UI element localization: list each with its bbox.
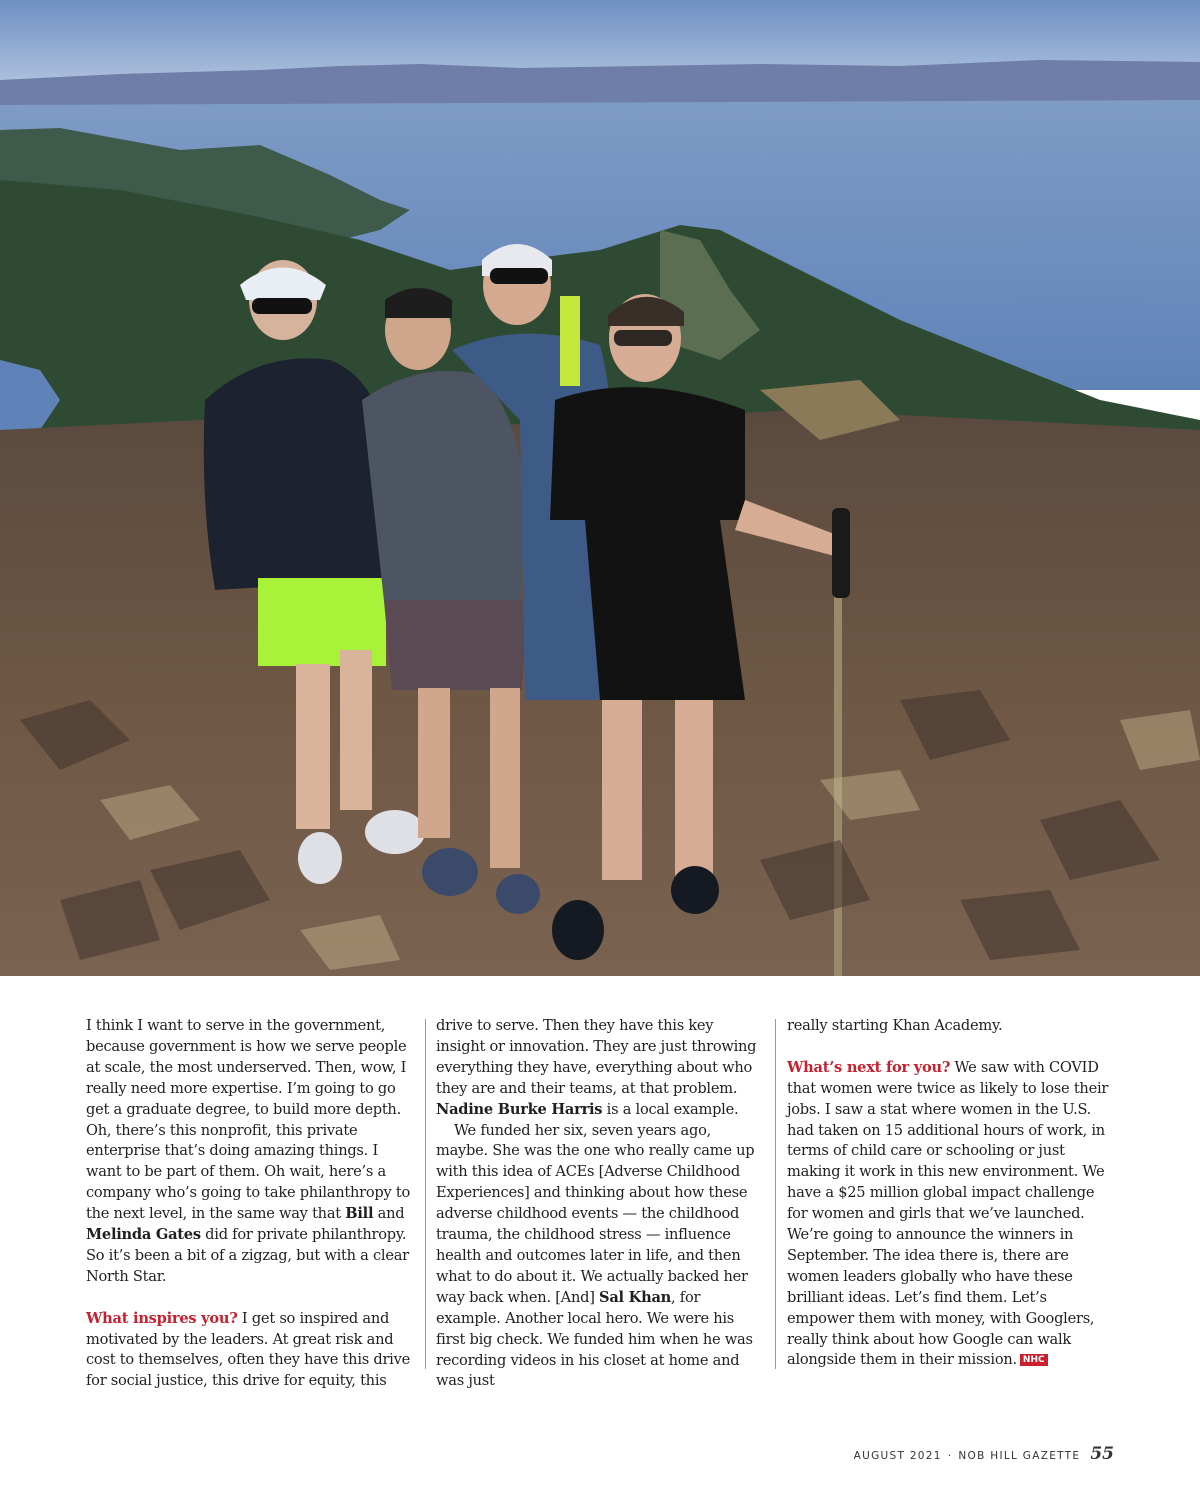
publication-name: NOB HILL GAZETTE bbox=[958, 1450, 1081, 1462]
end-mark-logo: NHC bbox=[1020, 1354, 1048, 1366]
person-name-bold: Sal Khan bbox=[599, 1288, 672, 1306]
article-column-3 bbox=[787, 1016, 1113, 1371]
article-column-2 bbox=[436, 1016, 764, 1392]
person-name-bold: Melinda Gates bbox=[86, 1226, 201, 1244]
column-divider bbox=[775, 1019, 776, 1369]
issue-date: AUGUST 2021 bbox=[853, 1450, 942, 1462]
column-divider bbox=[425, 1019, 426, 1369]
qa-paragraph: What’s next for you? We saw with COVID that women were twice as likely to lose their jobs. I saw a stat where women in the U.S. had taken on 15 additional hours of work, in terms of child care or schooling or just making it work in this new environment. We have a $25 million global impact challenge for women and girls that we’ve launched. We’re going to announce the winners in September. The idea there is, there are women leaders globally who have these brilliant ideas. Let’s find them. Let’s empower them with money, with Googlers, really think about how Google can walk alongside them in their mission. NHC bbox=[787, 1058, 1109, 1369]
page-number: 55 bbox=[1090, 1444, 1114, 1464]
article-column-1 bbox=[86, 1016, 412, 1392]
page-footer bbox=[854, 1444, 1114, 1464]
footer-separator: · bbox=[947, 1450, 953, 1462]
qa-paragraph: What inspires you? I get so inspired and motivated by the leaders. At great risk and cost to themselves, often they have this drive for social justice, this drive for equity, this bbox=[86, 1309, 410, 1390]
paragraph: really starting Khan Academy. bbox=[787, 1017, 1003, 1034]
paragraph: drive to serve. Then they have this key insight or innovation. They are just throwing everything they have, everything about who they are and their teams, at that problem. Nadine Burke Harris is a local example. bbox=[436, 1017, 757, 1118]
interview-question: What inspires you? bbox=[86, 1309, 238, 1327]
person-name-bold: Nadine Burke Harris bbox=[436, 1100, 603, 1118]
interview-question: What’s next for you? bbox=[787, 1058, 951, 1076]
paragraph: I think I want to serve in the government, because government is how we serve people at scale, the most underserved. Then, wow, I really need more expertise. I’m going to go get a graduate degree, to build more depth. Oh, there’s this nonprofit, this private enterprise that’s doing amazing things. I want to be part of them. Oh wait, here’s a company who’s going to take philanthropy to the next level, in the same way that Bill and Melinda Gates did for private philanthropy. So it’s been a bit of a zigzag, but with a clear North Star. bbox=[86, 1017, 411, 1285]
person-name-bold: Bill bbox=[345, 1205, 374, 1223]
paragraph: We funded her six, seven years ago, maybe. She was the one who really came up with this idea of ACEs [Adverse Childhood Experiences] and thinking about how these adverse childhood events — the childhood trauma, the childhood stress — influence health and outcomes later in life, and then what to do about it. We actually backed her way back when. [And] Sal Khan, for example. Another local hero. We were his first big check. We funded him when he was recording videos in his closet at home and was just bbox=[436, 1121, 755, 1390]
